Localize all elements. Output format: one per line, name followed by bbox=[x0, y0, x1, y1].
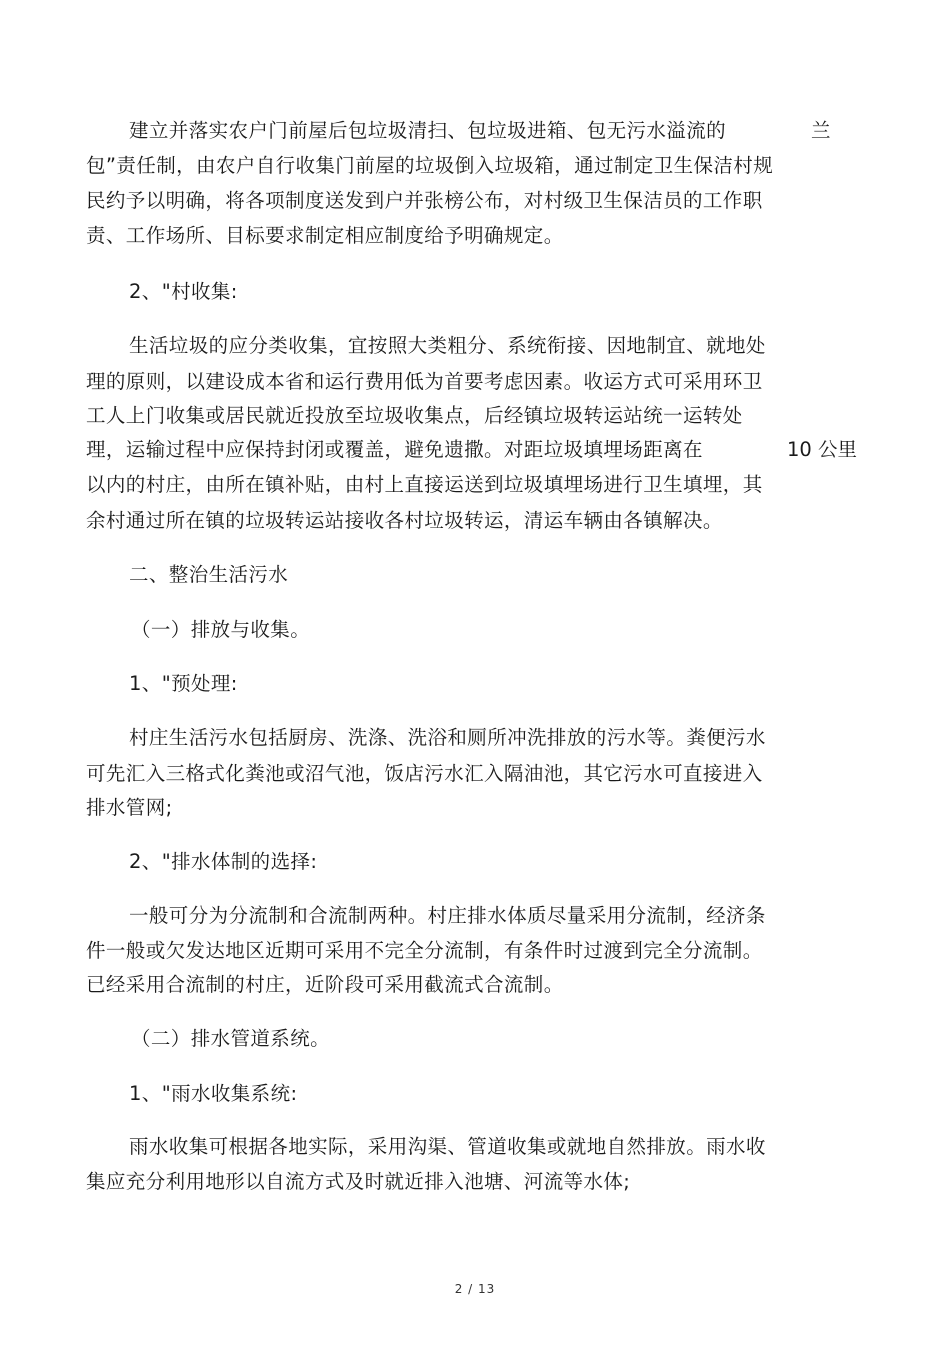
heading-rainwater: 1、"雨水收集系统: bbox=[129, 1082, 298, 1105]
text-line: 工人上门收集或居民就近投放至垃圾收集点，后经镇垃圾转运站统一运转处 bbox=[86, 404, 743, 427]
text-line: 民约予以明确，将各项制度送发到户并张榜公布，对村级卫生保洁员的工作职 bbox=[86, 189, 763, 212]
text-line-tail: 10 公里 bbox=[787, 438, 858, 461]
text-line: 村庄生活污水包括厨房、洗涤、洗浴和厕所冲洗排放的污水等。粪便污水 bbox=[129, 726, 766, 749]
text-line: 包”责任制，由农户自行收集门前屋的垃圾倒入垃圾箱，通过制定卫生保洁村规 bbox=[86, 154, 774, 177]
text-line: 理，运输过程中应保持封闭或覆盖，避免遗撒。对距垃圾填埋场距离在 bbox=[86, 438, 703, 461]
text-line-tail: 兰 bbox=[811, 119, 831, 142]
heading-discharge-collection: （一）排放与收集。 bbox=[131, 618, 311, 641]
text-line: 责、工作场所、目标要求制定相应制度给予明确规定。 bbox=[86, 224, 564, 247]
text-line: 集应充分利用地形以自流方式及时就近排入池塘、河流等水体; bbox=[86, 1170, 631, 1193]
text-line: 一般可分为分流制和合流制两种。村庄排水体质尽量采用分流制，经济条 bbox=[129, 904, 766, 927]
page-number: 2 / 13 bbox=[454, 1282, 496, 1296]
text-line: 余村通过所在镇的垃圾转运站接收各村垃圾转运，清运车辆由各镇解决。 bbox=[86, 509, 723, 532]
heading-sewage: 二、整治生活污水 bbox=[129, 563, 289, 586]
text-line: 以内的村庄，由所在镇补贴，由村上直接运送到垃圾填埋场进行卫生填埋，其 bbox=[86, 473, 763, 496]
heading-pipe-system: （二）排水管道系统。 bbox=[131, 1027, 331, 1050]
text-line: 理的原则，以建设成本省和运行费用低为首要考虑因素。收运方式可采用环卫 bbox=[86, 370, 763, 393]
text-line: 建立并落实农户门前屋后包垃圾清扫、包垃圾进箱、包无污水溢流的 bbox=[129, 119, 727, 142]
heading-drainage-system: 2、"排水体制的选择: bbox=[129, 850, 318, 873]
text-line: 可先汇入三格式化粪池或沼气池，饭店污水汇入隔油池，其它污水可直接进入 bbox=[86, 762, 763, 785]
heading-village-collection: 2、"村收集: bbox=[129, 280, 238, 303]
text-line: 件一般或欠发达地区近期可采用不完全分流制，有条件时过渡到完全分流制。 bbox=[86, 939, 763, 962]
heading-pretreatment: 1、"预处理: bbox=[129, 672, 238, 695]
text-line: 雨水收集可根据各地实际，采用沟渠、管道收集或就地自然排放。雨水收 bbox=[129, 1135, 766, 1158]
text-line: 生活垃圾的应分类收集，宜按照大类粗分、系统衔接、因地制宜、就地处 bbox=[129, 334, 766, 357]
text-line: 排水管网; bbox=[86, 796, 173, 819]
text-line: 已经采用合流制的村庄，近阶段可采用截流式合流制。 bbox=[86, 973, 564, 996]
